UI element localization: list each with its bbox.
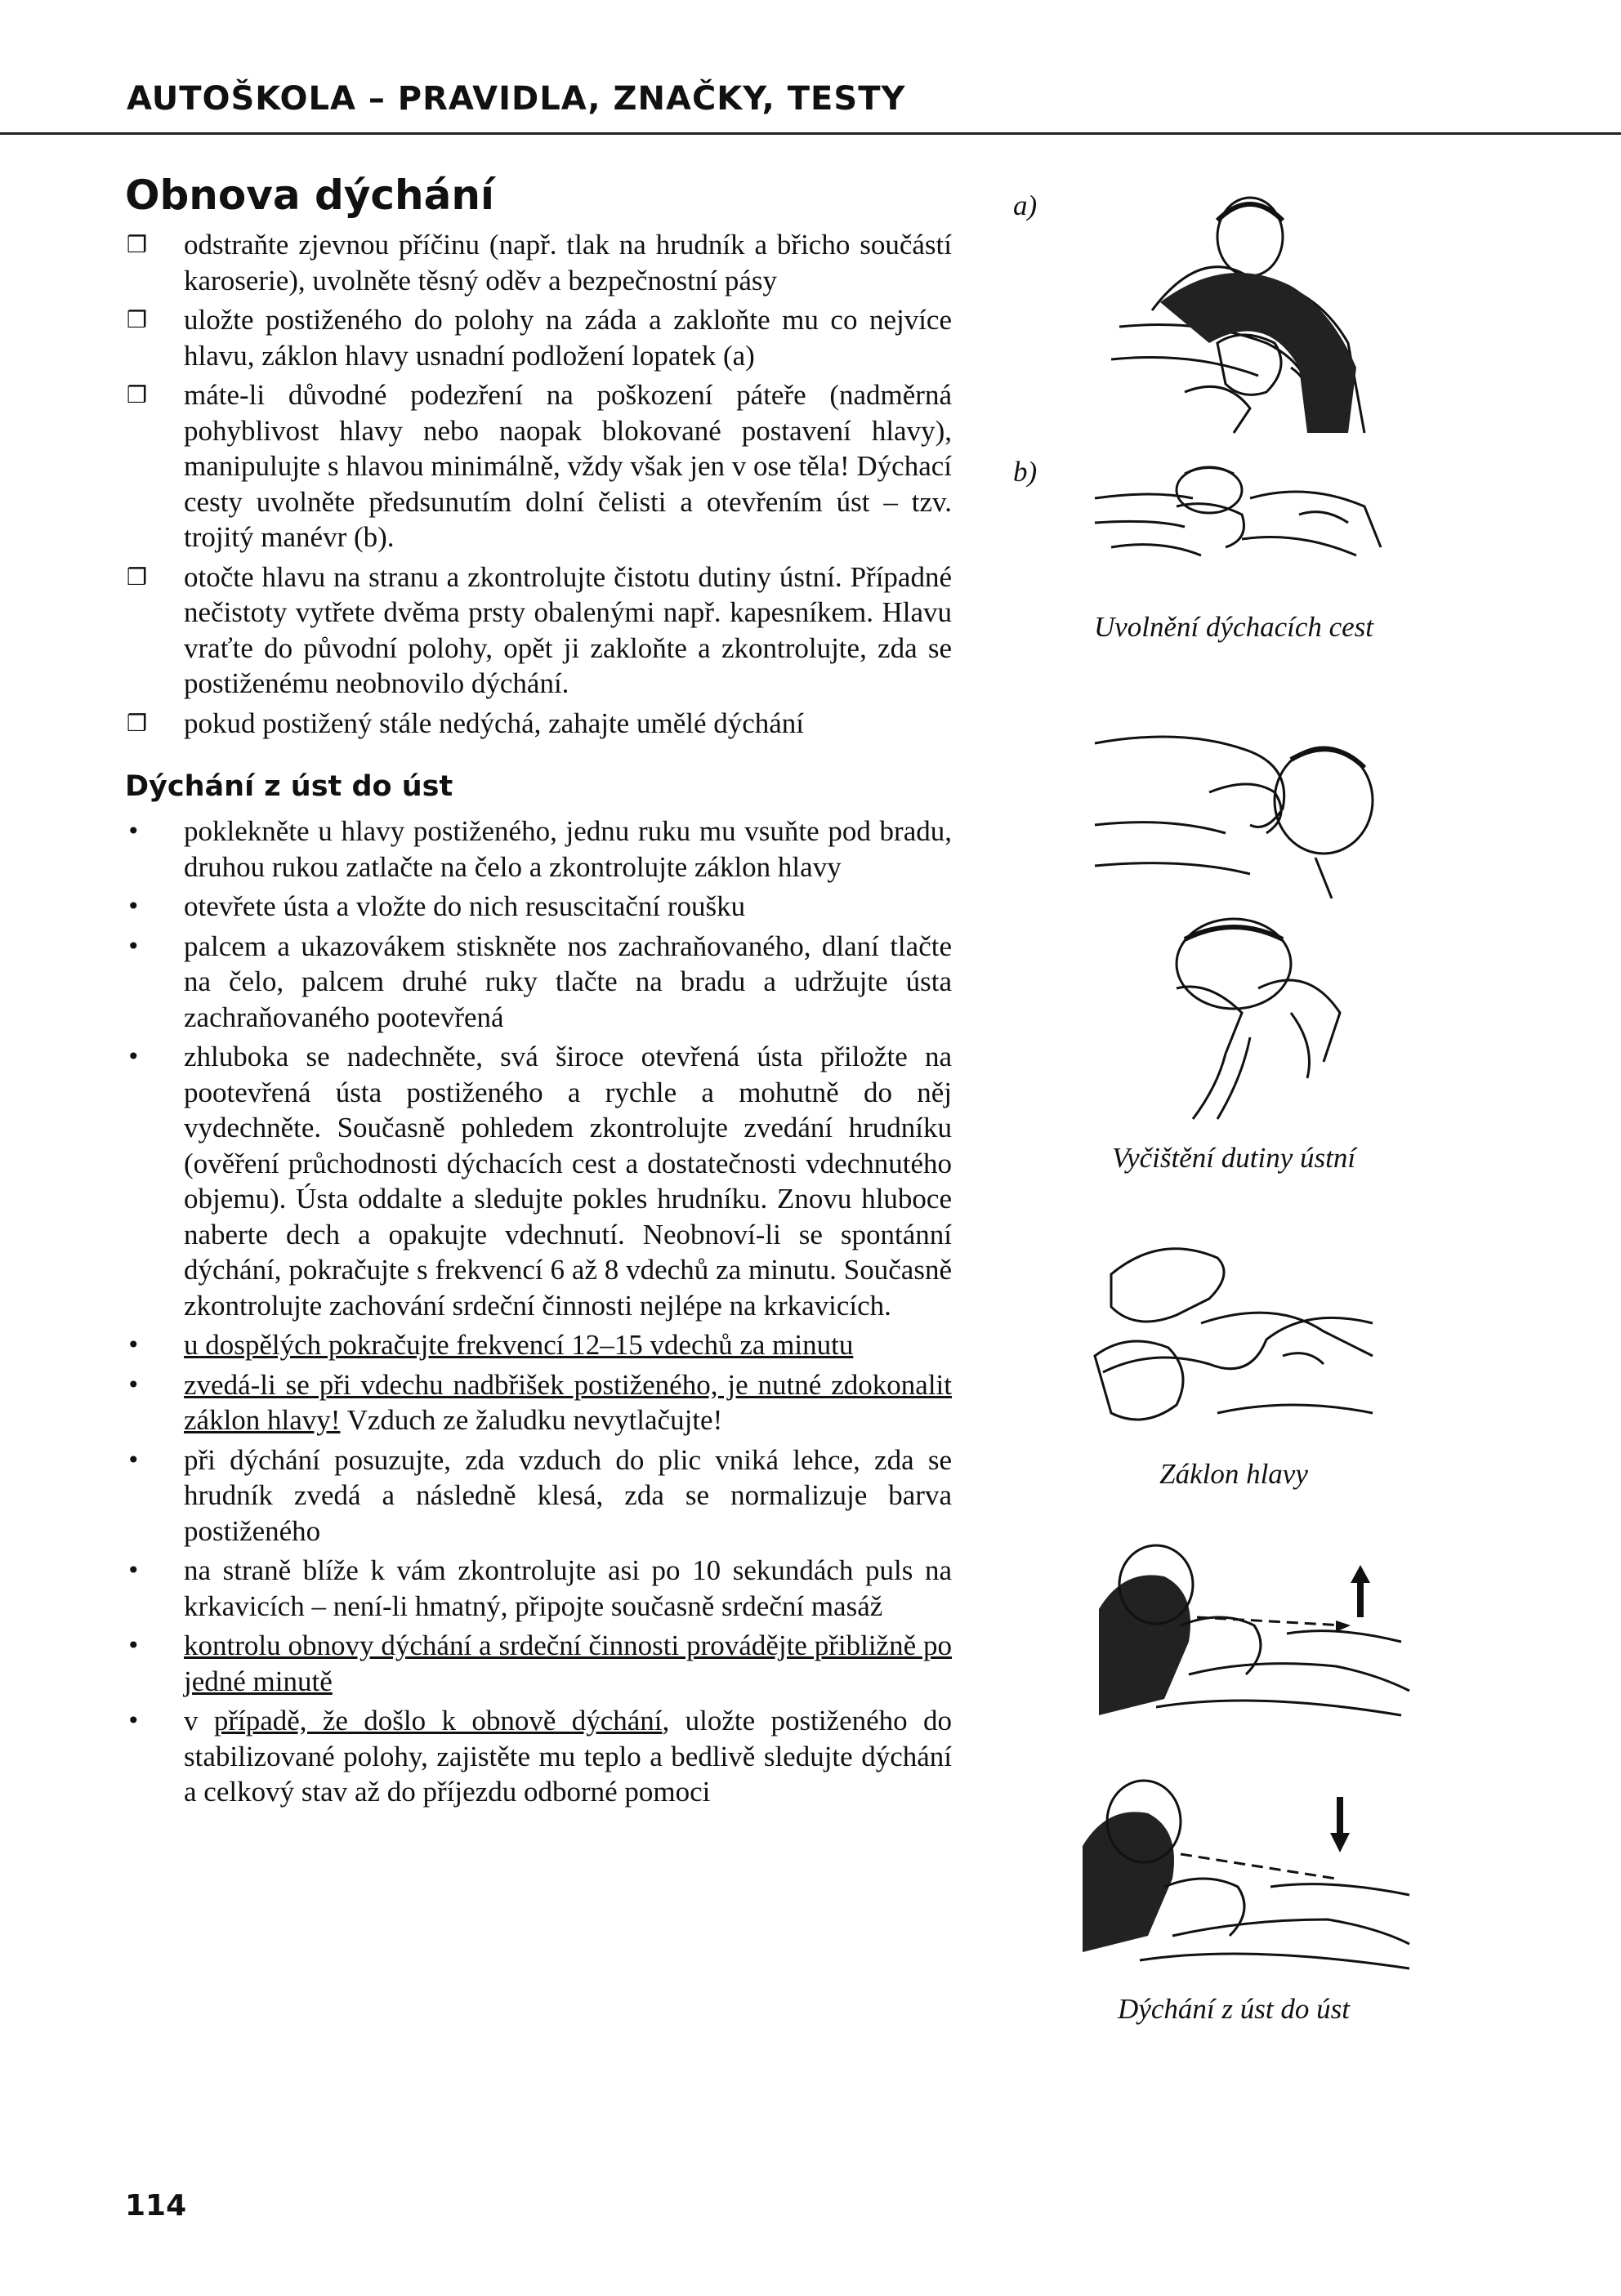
- subsection-title: Dýchání z úst do úst: [125, 770, 453, 803]
- list-item: • zvedá-li se při vdechu nadbřišek postiženého, je nutné zdokonalit záklon hlavy! Vzduch ze žaludku nevytlačujte!: [127, 1368, 952, 1436]
- list-item: • při dýchání posuzujte, zda vzduch do plic vniká lehce, zda se hrudník zvedá a následně klesá, zda se normalizuje barva postiženého: [127, 1443, 952, 1547]
- bullet-icon: •: [127, 1331, 141, 1358]
- bullet-icon: •: [127, 818, 141, 845]
- checkbox-bullet-icon: ❒: [127, 709, 148, 737]
- list-item: ❒ otočte hlavu na stranu a zkontrolujte čistotu dutiny ústní. Případné nečistoty vytřete dvěma prsty obalenými např. kapesníkem. Hlavu vraťte do původní polohy, opět ji zakloňte a zkontrolujte, zda se postiženému neobnovilo dýchání.: [127, 560, 952, 699]
- list-item: ❒ odstraňte zjevnou příčinu (např. tlak na hrudník a břicho součástí karoserie), uvolněte těsný oděv a bezpečnostní pásy: [127, 229, 952, 296]
- list-item: ❒ máte-li důvodné podezření na poškození páteře (nadměrná pohyblivost hlavy nebo naopak blokované postavení hlavy), manipulujte s hlavou minimálně, vždy však jen v ose těla! Dýchací cesty uvolněte předsunutím dolní čelisti a otevřením úst – tzv. trojitý manévr (b).: [127, 379, 952, 553]
- chest-fall-illustration: [1066, 1764, 1418, 1977]
- checkbox-bullet-icon: ❒: [127, 563, 148, 591]
- list-item: • otevřete ústa a vložte do nich resuscitační roušku: [127, 889, 952, 925]
- checkbox-bullet-icon: ❒: [127, 381, 148, 408]
- bullet-icon: •: [127, 1043, 141, 1070]
- bullet-icon: •: [127, 1632, 141, 1659]
- bullet-icon: •: [127, 932, 141, 960]
- triple-maneuver-illustration: [1087, 457, 1389, 580]
- list-item: • v případě, že došlo k obnově dýchání, uložte postiženého do stabilizované polohy, zajistěte mu teplo a bedlivě sledujte dýchání a celkový stav až do příjezdu odborné pomoci: [127, 1705, 952, 1808]
- list-item: • na straně blíže k vám zkontrolujte asi po 10 sekundách puls na krkavicích – není-li hmatný, připojte současně srdeční masáž: [127, 1554, 952, 1622]
- checkbox-bullet-icon: ❒: [127, 231, 148, 258]
- list-item: • kontrolu obnovy dýchání a srdeční činnosti provádějte přibližně po jedné minutě: [127, 1629, 952, 1697]
- list-item: • palcem a ukazovákem stiskněte nos zachraňovaného, dlaní tlačte na čelo, palcem druhé ruky tlačte na bradu a udržujte ústa zachraňovaného pootevřená: [127, 930, 952, 1033]
- checkbox-bullet-icon: ❒: [127, 306, 148, 333]
- list-item: • poklekněte u hlavy postiženého, jednu ruku mu vsuňte pod bradu, druhou rukou zatlačte na čelo a zkontrolujte záklon hlavy: [127, 815, 952, 883]
- running-header: AUTOŠKOLA – PRAVIDLA, ZNAČKY, TESTY: [127, 80, 906, 118]
- bullet-icon: •: [127, 893, 141, 920]
- list-item: • u dospělých pokračujte frekvencí 12–15 vdechů za minutu: [127, 1327, 952, 1363]
- list-item: • zhluboka se nadechněte, svá široce otevřená ústa přiložte na pootevřená ústa postiženého a rychle a mohutně do něj vydechněte. Současně pohledem zkontrolujte zvedání hrudníku (ověření průchodnosti dýchacích cest a dostatečnosti vdechnutého objemu). Ústa oddalte a sledujte pokles hrudníku. Znovu hluboce naberte dech a opakujte vdechnutí. Neobnoví-li se spontánní dýchání, pokračujte s frekvencí 6 až 8 vdechů za minutu. Současně zkontrolujte zachování srdeční činnosti nejlépe na krkavicích.: [127, 1041, 952, 1322]
- chest-rise-illustration: [1091, 1536, 1418, 1740]
- section-title: Obnova dýchání: [125, 172, 495, 219]
- checkbox-list: [127, 227, 952, 745]
- bullet-list: [127, 814, 952, 1814]
- head-tilt-illustration: [1103, 188, 1381, 441]
- header-rule: [0, 132, 1621, 135]
- figure-caption: Vyčištění dutiny ústní: [1111, 1142, 1356, 1174]
- list-item: ❒ pokud postižený stále nedýchá, zahajte umělé dýchání: [127, 706, 952, 742]
- figure-caption: Dýchání z úst do úst: [1118, 1993, 1350, 2025]
- bullet-icon: •: [127, 1371, 141, 1398]
- figure-caption: Záklon hlavy: [1159, 1458, 1308, 1490]
- figure-caption: Uvolnění dýchacích cest: [1093, 611, 1374, 643]
- figure-label-a: a): [1013, 189, 1038, 221]
- mouth-cleaning-illustration: [1087, 711, 1381, 898]
- figure-label-b: b): [1013, 456, 1038, 488]
- bullet-icon: •: [127, 1707, 141, 1734]
- head-tilt-hands-illustration: [1078, 1225, 1381, 1438]
- list-item: ❒ uložte postiženého do polohy na záda a zakloňte mu co nejvíce hlavu, záklon hlavy usnadní podložení lopatek (a): [127, 304, 952, 372]
- bullet-icon: •: [127, 1557, 141, 1584]
- finger-sweep-illustration: [1128, 915, 1364, 1127]
- bullet-icon: •: [127, 1446, 141, 1473]
- page-number: 114: [125, 2189, 187, 2222]
